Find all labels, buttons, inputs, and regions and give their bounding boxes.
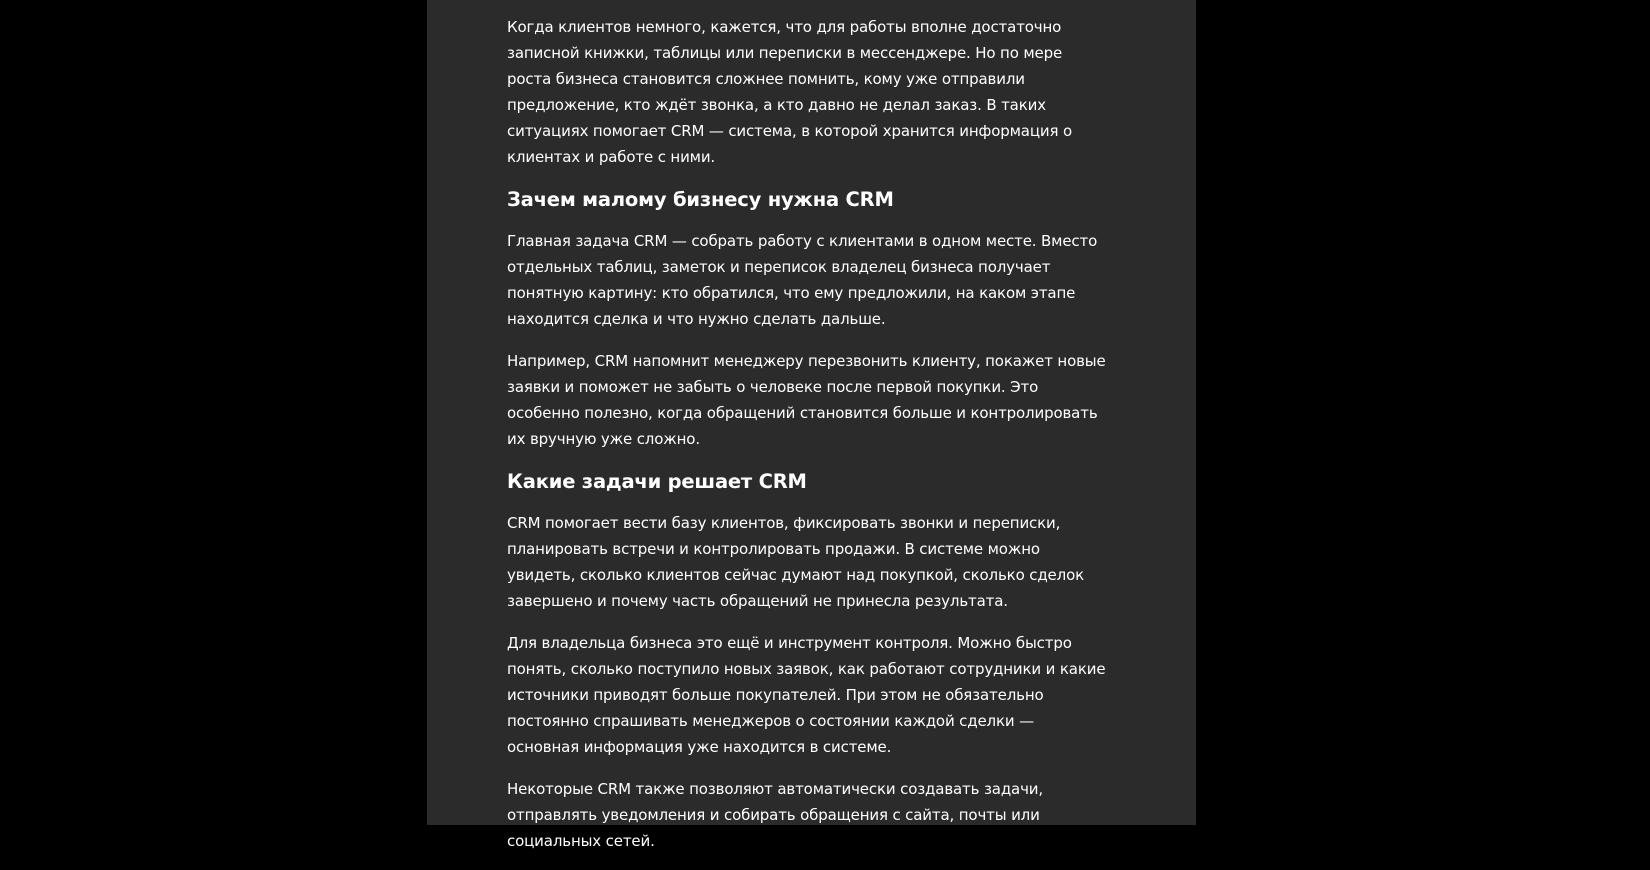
- article-page: [427, 0, 1196, 850]
- paragraph: Некоторые CRM также позволяют автоматически создавать задачи, отправлять уведомления и собирать обращения с сайта, почты или социальных сетей.: [507, 780, 1044, 850]
- section-heading-why-crm: Зачем малому бизнесу нужна CRM: [507, 188, 894, 211]
- intro-paragraph: Когда клиентов немного, кажется, что для работы вполне достаточно записной книжки, таблицы или переписки в мессенджере. Но по мере роста бизнеса становится сложнее помнить, кому уже отправили предложение, кто ждёт звонка, а кто давно не делал заказ. В таких ситуациях помогает CRM — система, в которой хранится информация о клиентах и работе с ними.: [507, 18, 1073, 166]
- paragraph: CRM помогает вести базу клиентов, фиксировать звонки и переписки, планировать встречи и контролировать продажи. В системе можно увидеть, сколько клиентов сейчас думают над покупкой, сколько сделок завершено и почему часть обращений не принесла результата.: [507, 514, 1085, 610]
- paragraph: Например, CRM напомнит менеджеру перезвонить клиенту, покажет новые заявки и поможет не забыть о человеке после первой покупки. Это особенно полезно, когда обращений становится больше и контролировать их вручную уже сложно.: [507, 352, 1106, 448]
- paragraph: Для владельца бизнеса это ещё и инструмент контроля. Можно быстро понять, сколько поступило новых заявок, как работают сотрудники и какие источники приводят больше покупателей. При этом не обязательно постоянно спрашивать менеджеров о состоянии каждой сделки — основная информация уже находится в системе.: [507, 634, 1106, 756]
- section-heading-crm-tasks: Какие задачи решает CRM: [507, 470, 807, 493]
- article-body: [507, 14, 1107, 870]
- paragraph: Главная задача CRM — собрать работу с клиентами в одном месте. Вместо отдельных таблиц, заметок и переписок владелец бизнеса получает понятную картину: кто обратился, что ему предложили, на каком этапе находится сделка и что нужно сделать дальше.: [507, 232, 1098, 328]
